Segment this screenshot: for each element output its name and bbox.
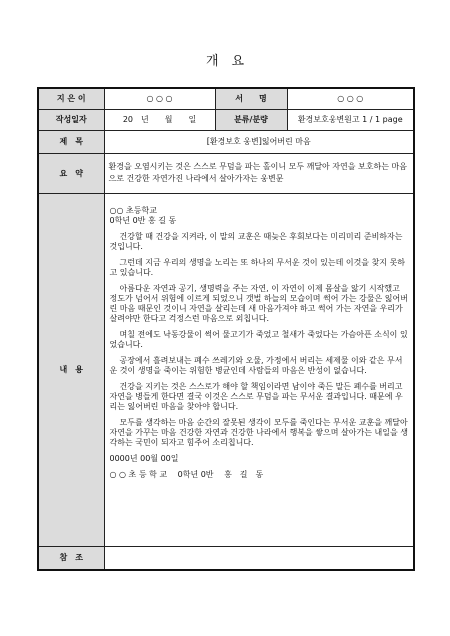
content-paragraph-3: 아름다운 자연과 공기, 생명력을 주는 자연, 이 자연이 이제 몸살을 앓기 시작했고 정도가 넘어서 위험에 이르게 되었으니 갯벌 하늘의 모습이며 썩어 가는 강물은 잃어버린 마음 때문인 것이니 자연을 살리는데 새 마음가져야 하고 썩어 가는 자연을 우리가 살려야만 한다고 걱정스런 마음으로 외칩니다. [109,283,408,323]
document-title: 개 요 [205,54,245,69]
subject-label: 제 목 [38,130,104,153]
summary-form-table [37,87,415,571]
signature-value: ○ ○ ○ [287,88,414,109]
content-paragraph-4: 며칠 전에도 낙동강물이 썩어 물고기가 죽었고 철새가 죽었다는 가슴아픈 소식이 있었습니다. [109,329,408,349]
content-paragraph-5: 공장에서 흘려보내는 폐수 쓰레기와 오물, 가정에서 버리는 세제물 이와 같은 무서운 것이 생명을 죽이는 위험한 병균인데 사람들의 마음은 반성이 없습니다. [109,355,403,375]
reference-label: 참 조 [38,546,104,570]
reference-value [104,546,414,570]
content-label: 내 용 [38,193,104,546]
summary-label: 요 약 [38,153,104,193]
content-paragraph-6: 건강을 지키는 것은 스스로가 해야 할 책임이라면 남이야 죽든 말든 폐수를 버리고 자연을 병들게 한다면 결국 이것은 스스로 무덤을 파는 무서운 결과입니다. 때문에 우리는 잃어버린 마음을 찾아야 합니다. [109,381,403,411]
content-student: 0학년 0반 홍 길 동 [109,215,177,225]
signature-label: 서 명 [215,88,287,109]
summary-value: 환경을 오염시키는 것은 스스로 무덤을 파는 홀이니 모두 깨달아 자연을 보호하는 마음으로 건강한 자연가진 나라에서 살아가자는 웅변문 [104,153,414,193]
content-paragraph-2: 그런데 지금 우리의 생명을 노리는 또 하나의 무서운 것이 있는데 이것을 찾지 못하고 있습니다. [109,257,406,277]
category-label: 분류/분량 [215,109,287,130]
content-paragraph-7: 모두를 생각하는 마음 순간의 잘못된 생각이 모두를 죽인다는 무서운 교훈을 깨달아 자연을 가꾸는 마음 건강한 자연과 건강한 나라에서 행복을 쌓으며 살아가는 내일을 생각하는 국민이 되자고 힘주어 소리칩니다. [109,417,408,447]
content-paragraph-1: 건강할 때 건강을 지켜라, 이 말의 교훈은 때늦은 후회보다는 미리미리 준비하자는 것입니다. [109,231,403,251]
content-date: 0000년 00월 00일 [109,453,179,463]
category-value: 환경보호웅변원고 1 / 1 page [287,109,414,130]
content-body [104,193,414,546]
date-label: 작성일자 [38,109,104,130]
author-label: 지 은 이 [38,88,104,109]
date-value: 20 년 월 일 [104,109,215,130]
subject-value: [환경보호 웅변]잃어버린 마음 [104,130,414,153]
content-school: ○○ 초등학교 [109,205,157,215]
content-closing: ○ ○ 초 등 학 교 0학년 0반 홍 길 동 [109,469,264,479]
author-value: ○ ○ ○ [104,88,215,109]
